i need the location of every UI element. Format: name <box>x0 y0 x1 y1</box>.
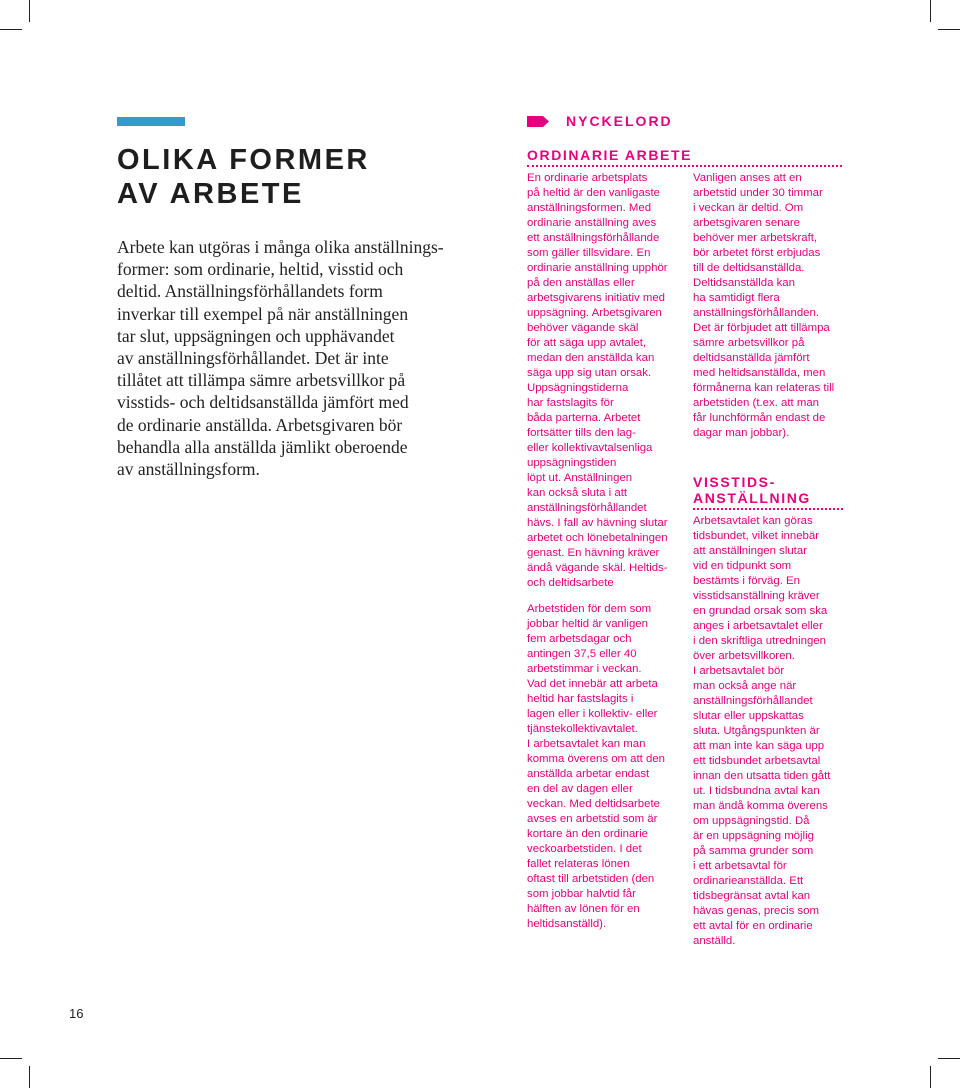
text-line: har fastslagits för <box>527 397 614 409</box>
text-line: hävs. I fall av hävning slutar <box>527 517 668 529</box>
text-line: I arbetsavtalet kan man <box>527 738 646 750</box>
text-line: med heltidsanställda, men <box>693 367 826 379</box>
text-line: Det är förbjudet att tillämpa <box>693 322 830 334</box>
text-line: behöver mer arbetskraft, <box>693 232 818 244</box>
text-line: för att säga upp avtalet, <box>527 337 647 349</box>
text-line: om uppsägningstid. Då <box>693 815 810 827</box>
text-line: på samma grunder som <box>693 845 814 857</box>
text-line: anställningsförhållandet <box>693 695 813 707</box>
page-title <box>117 143 370 211</box>
crop-mark <box>938 29 960 30</box>
text-line: tidsbegränsat avtal kan <box>693 890 811 902</box>
text-line: tidsbundet, vilket innebär <box>693 530 820 542</box>
text-line: innan den utsatta tiden gått <box>693 770 831 782</box>
intro-line: de ordinarie anställda. Arbetsgivaren bör <box>117 414 403 435</box>
text-line: tjänstekollektivavtalet. <box>527 723 638 735</box>
text-line: antingen 37,5 eller 40 <box>527 648 637 660</box>
heading-line: ANSTÄLLNING <box>693 490 811 506</box>
intro-line: inverkar till exempel på när anställningen <box>117 303 409 324</box>
intro-line: visstids- och deltidsanställda jämfört med <box>117 392 409 413</box>
text-line: dagar man jobbar). <box>693 427 790 439</box>
accent-bar <box>117 117 185 126</box>
text-line: Vanligen anses att en <box>693 172 802 184</box>
text-line: får lunchförmån endast de <box>693 412 826 424</box>
text-line: fortsätter tills den lag- <box>527 427 636 439</box>
text-line: veckoarbetstiden. I det <box>527 843 642 855</box>
text-line: ordinarieanställda. Ett <box>693 875 804 887</box>
text-line: på heltid är den vanligaste <box>527 187 660 199</box>
text-line: anställd. <box>693 935 736 947</box>
text-line: att man inte kan säga upp <box>693 740 825 752</box>
text-line: arbetet och lönebetalningen <box>527 532 668 544</box>
text-line: Arbetstiden för dem som <box>527 603 652 615</box>
text-line: till de deltidsanställda. <box>693 262 805 274</box>
text-line: anställningsförhållanden. <box>693 307 820 319</box>
text-line: veckan. Med deltidsarbete <box>527 798 660 810</box>
text-line: på den anställas eller <box>527 277 635 289</box>
text-line: slutar eller uppskattas <box>693 710 804 722</box>
text-line: som jobbar halvtid får <box>527 888 636 900</box>
crop-mark <box>0 1058 22 1059</box>
text-line: i den skriftliga utredningen <box>693 635 826 647</box>
tag-icon <box>527 116 549 127</box>
text-line: bör arbetet först erbjudas <box>693 247 821 259</box>
crop-mark <box>0 29 22 30</box>
text-line: förmånerna kan relateras till <box>693 382 835 394</box>
text-line: fem arbetsdagar och <box>527 633 632 645</box>
section-heading-ordinarie: ORDINARIE ARBETE <box>527 147 693 163</box>
ordinarie-text <box>527 171 668 591</box>
text-line: i ett arbetsavtal för <box>693 860 787 872</box>
text-line: anställningsformen. Med <box>527 202 652 214</box>
text-line: säga upp sig utan orsak. <box>527 367 652 379</box>
intro-line: tar slut, uppsägningen och upphävandet <box>117 325 395 346</box>
page-number: 16 <box>69 1006 84 1021</box>
text-line: arbetstiden (t.ex. att man <box>693 397 819 409</box>
intro-line: av anställningsform. <box>117 459 260 480</box>
text-line: arbetsgivaren senare <box>693 217 801 229</box>
text-line: kortare än den ordinarie <box>527 828 648 840</box>
section-heading-visstid <box>693 474 811 506</box>
text-line: I arbetsavtalet bör <box>693 665 785 677</box>
text-line: hälften av lönen för en <box>527 903 640 915</box>
text-line: uppsägning. Arbetsgivaren <box>527 307 662 319</box>
crop-mark <box>29 1066 30 1088</box>
crop-mark <box>29 0 30 22</box>
intro-line: av anställningsförhållandet. Det är inte <box>117 348 389 369</box>
text-line: man ändå komma överens <box>693 800 828 812</box>
text-line: behöver vägande skäl <box>527 322 639 334</box>
text-line: och deltidsarbete <box>527 577 614 589</box>
intro-line: deltid. Anställningsförhållandets form <box>117 281 383 302</box>
text-line: hävas genas, precis som <box>693 905 819 917</box>
text-line: jobbar heltid är vanligen <box>527 618 648 630</box>
text-line: heltidsanställd). <box>527 918 607 930</box>
text-line: anställningsförhållandet <box>527 502 647 514</box>
text-line: ett avtal för en ordinarie <box>693 920 813 932</box>
text-line: över arbetsvillkoren. <box>693 650 795 662</box>
crop-mark <box>930 1066 931 1088</box>
text-line: avses en arbetstid som är <box>527 813 658 825</box>
text-line: ett anställningsförhållande <box>527 232 660 244</box>
keyword-label: NYCKELORD <box>566 113 673 129</box>
text-line: bestämts i förväg. En <box>693 575 800 587</box>
intro-paragraph <box>117 236 477 480</box>
text-line: ordinarie anställning upphör <box>527 262 668 274</box>
text-line: arbetsgivarens initiativ med <box>527 292 666 304</box>
text-line: sämre arbetsvillkor på <box>693 337 805 349</box>
text-line: man också ange när <box>693 680 797 692</box>
text-line: heltid har fastslagits i <box>527 693 634 705</box>
text-line: genast. En hävning kräver <box>527 547 660 559</box>
text-line: visstidsanställning kräver <box>693 590 820 602</box>
title-line: AV ARBETE <box>117 178 304 210</box>
text-line: ut. I tidsbundna avtal kan <box>693 785 820 797</box>
text-line: En ordinarie arbetsplats <box>527 172 648 184</box>
text-line: kan också sluta i att <box>527 487 628 499</box>
text-line: Arbetsavtalet kan göras <box>693 515 813 527</box>
text-line: ett tidsbundet arbetsavtal <box>693 755 821 767</box>
text-line: medan den anställda kan <box>527 352 655 364</box>
text-line: oftast till arbetstiden (den <box>527 873 655 885</box>
text-line: komma överens om att den <box>527 753 666 765</box>
visstid-text <box>693 514 830 949</box>
text-line: deltidsanställda jämfört <box>693 352 810 364</box>
crop-mark <box>938 1058 960 1059</box>
text-line: i veckan är deltid. Om <box>693 202 804 214</box>
text-line: uppsägningstiden <box>527 457 617 469</box>
heltid-deltid-text <box>527 602 665 932</box>
text-line: arbetstimmar i veckan. <box>527 663 642 675</box>
text-line: Deltidsanställda kan <box>693 277 795 289</box>
dotted-divider <box>527 165 842 167</box>
dotted-divider <box>693 508 843 510</box>
text-line: ändå vägande skäl. Heltids- <box>527 562 668 574</box>
text-line: Vad det innebär att arbeta <box>527 678 658 690</box>
text-line: lagen eller i kollektiv- eller <box>527 708 658 720</box>
text-line: eller kollektivavtalsenliga <box>527 442 653 454</box>
text-line: arbetstid under 30 timmar <box>693 187 823 199</box>
text-line: är en uppsägning möjlig <box>693 830 814 842</box>
heading-line: VISSTIDS- <box>693 474 776 490</box>
crop-mark <box>930 0 931 22</box>
text-line: löpt ut. Anställningen <box>527 472 633 484</box>
text-line: båda parterna. Arbetet <box>527 412 641 424</box>
text-line: en del av dagen eller <box>527 783 633 795</box>
text-line: sluta. Utgångspunkten är <box>693 725 820 737</box>
text-line: ordinarie anställning aves <box>527 217 657 229</box>
intro-line: tillåtet att tillämpa sämre arbetsvillkor på <box>117 370 406 391</box>
intro-line: behandla alla anställda jämlikt oberoende <box>117 436 408 457</box>
intro-line: Arbete kan utgöras i många olika anställnings- <box>117 237 444 257</box>
intro-line: former: som ordinarie, heltid, visstid och <box>117 259 404 280</box>
title-line: OLIKA FORMER <box>117 144 370 176</box>
text-line: Uppsägningstiderna <box>527 382 629 394</box>
text-line: ha samtidigt flera <box>693 292 780 304</box>
text-line: en grundad orsak som ska <box>693 605 828 617</box>
text-line: att anställningen slutar <box>693 545 807 557</box>
text-line: anställda arbetar endast <box>527 768 650 780</box>
text-line: vid en tidpunkt som <box>693 560 792 572</box>
deltid-text <box>693 171 834 441</box>
text-line: anges i arbetsavtalet eller <box>693 620 823 632</box>
text-line: fallet relateras lönen <box>527 858 630 870</box>
text-line: som gäller tillsvidare. En <box>527 247 651 259</box>
